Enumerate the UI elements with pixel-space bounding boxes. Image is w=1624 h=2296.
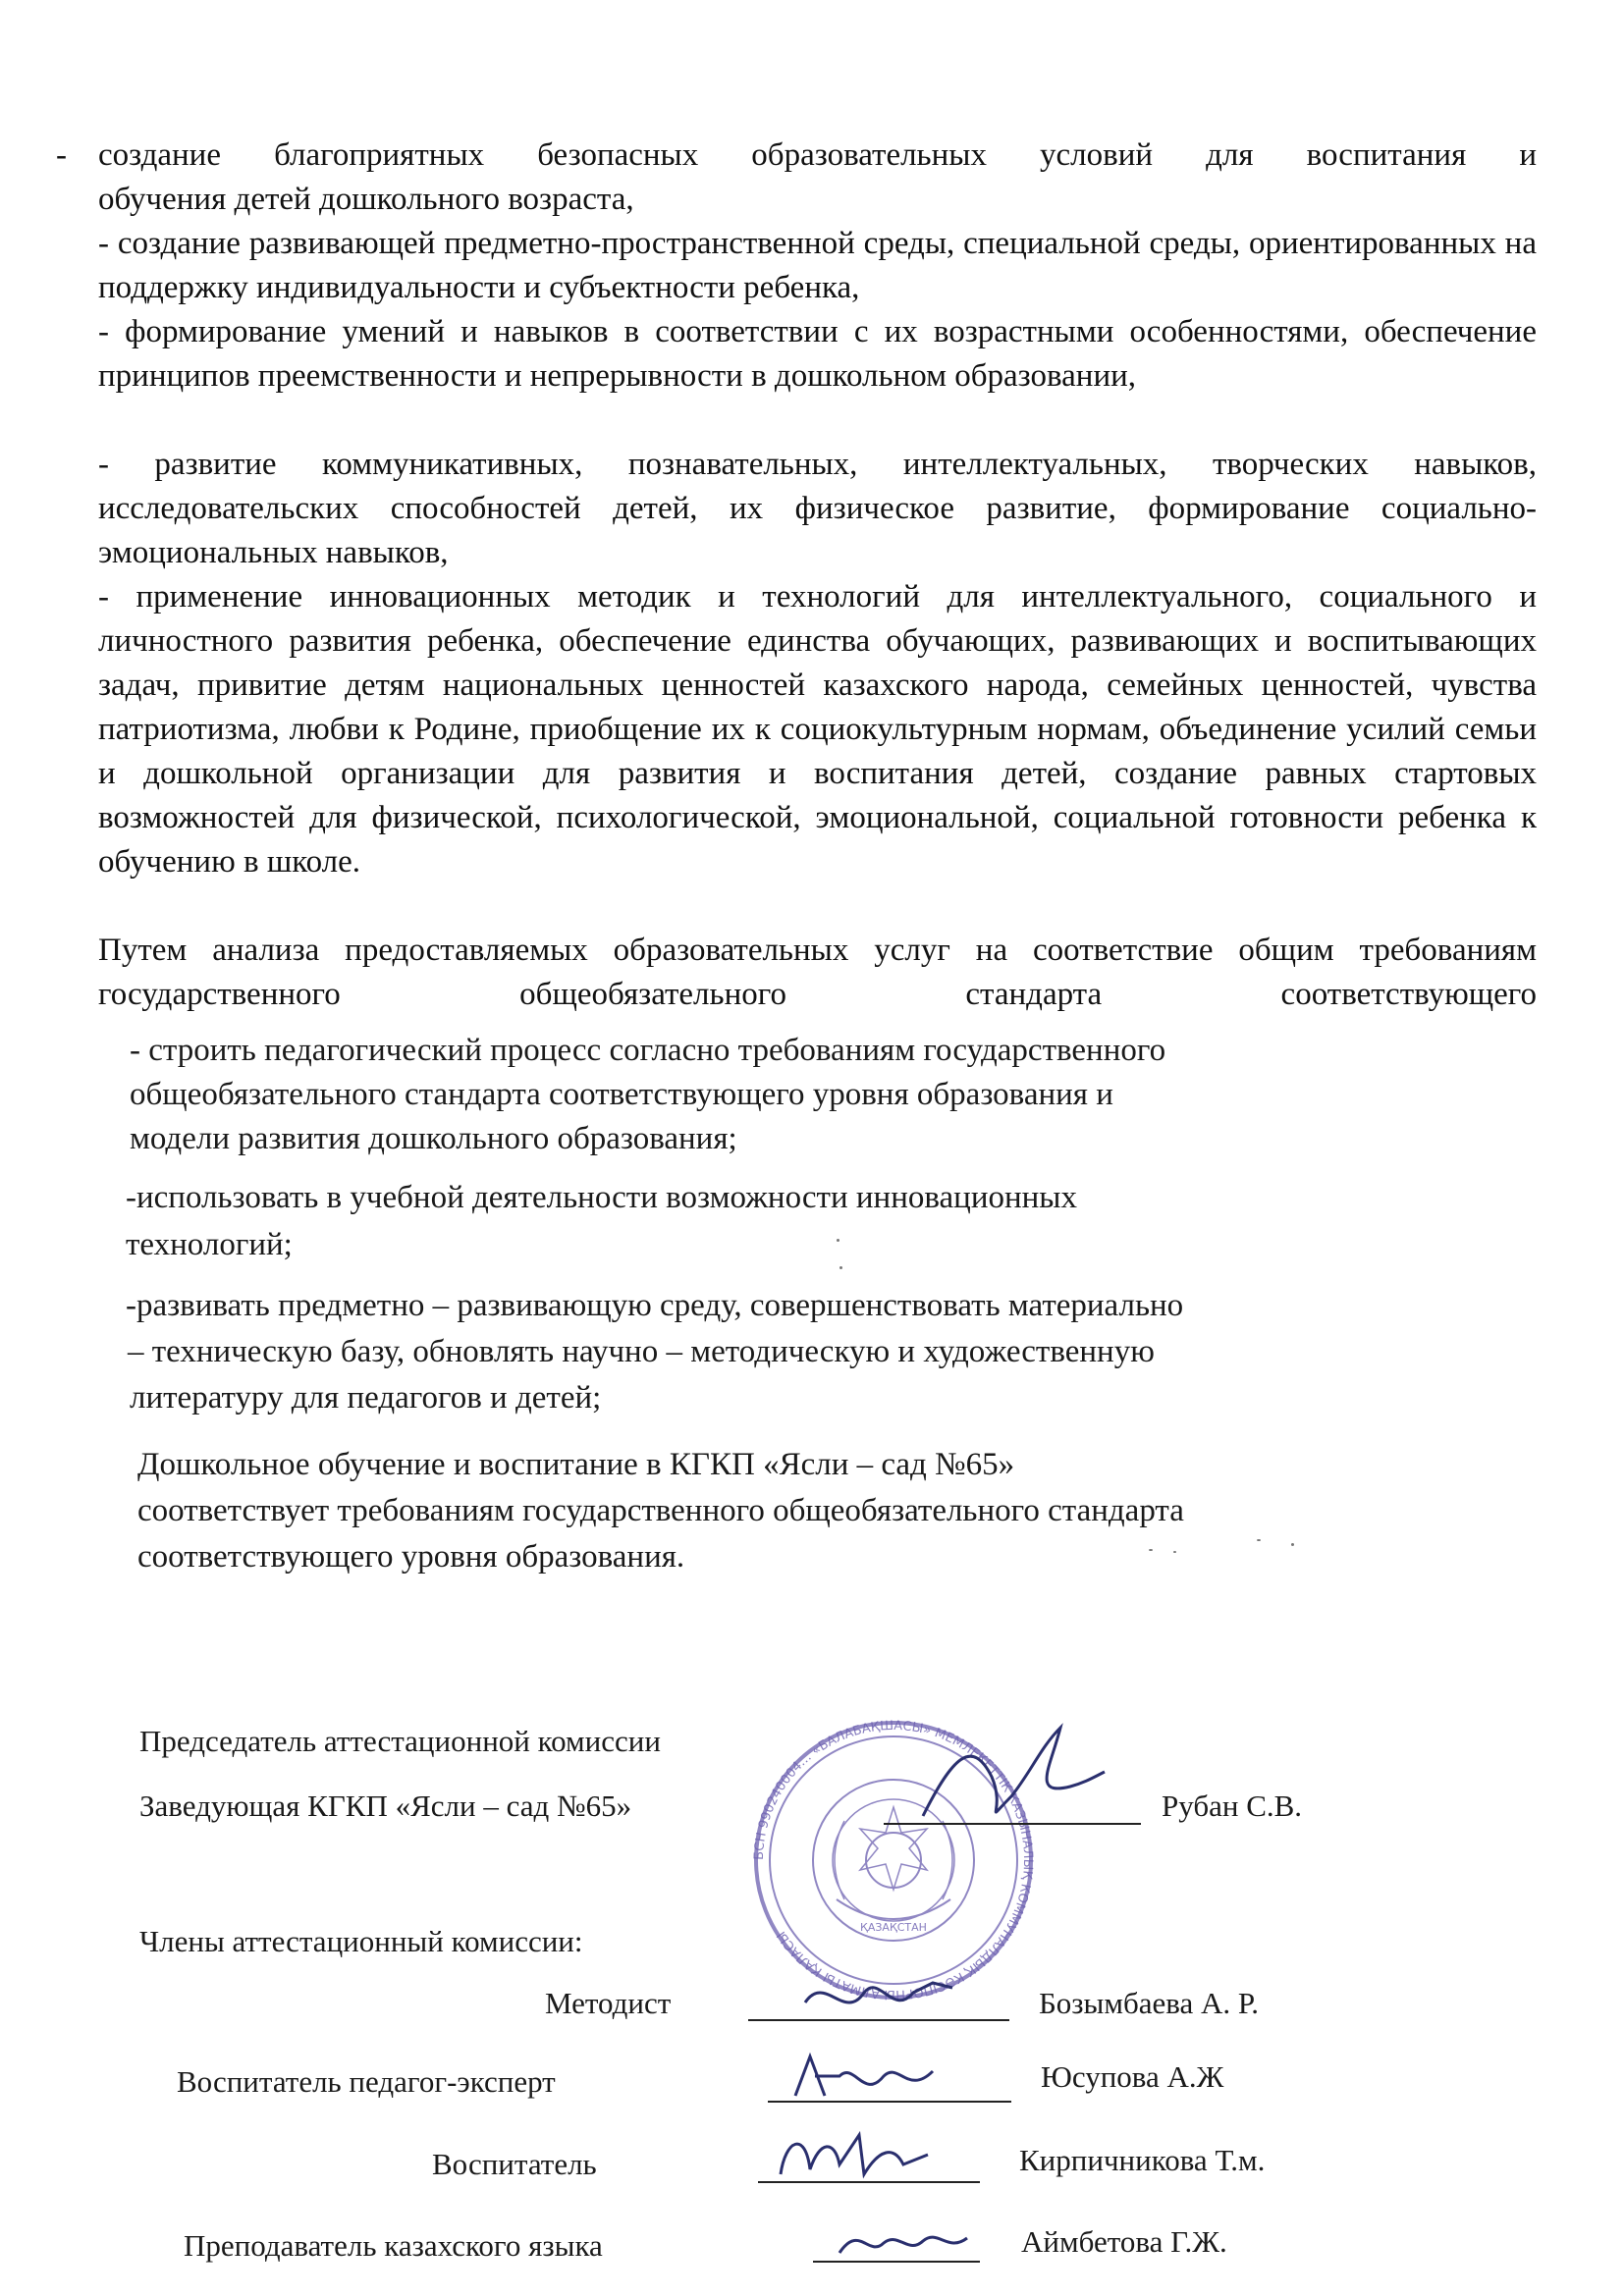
recommendation-1-line1: - строить педагогический процесс согласно требованиям государственного [130,1033,1166,1068]
chair-signature-icon [913,1718,1110,1836]
scan-speck [839,1266,842,1269]
conclusion-line3: соответствующего уровня образования. [137,1539,685,1575]
chair-title: Председатель аттестационной комиссии [139,1724,661,1758]
recommendation-2-line2: технологий; [126,1227,293,1262]
chair-role: Заведующая КГКП «Ясли – сад №65» [139,1789,632,1823]
member-signature-icon [785,1963,962,2032]
item1-line2: обучения детей дошкольного возраста, [98,182,634,217]
scan-speck [1257,1539,1261,1541]
member-signature-icon [830,2214,977,2268]
members-title: Члены аттестационный комиссии: [139,1924,583,1958]
scan-speck [1173,1551,1176,1553]
analysis-paragraph: Путем анализа предоставляемых образовательных услуг на соответствие общим требованиям государственного общеобязательного стандарта соответствующего [98,933,1537,1012]
member-role: Воспитатель [432,2147,597,2181]
recommendation-3-line3: литературу для педагогов и детей; [130,1380,602,1415]
recommendation-1-line3: модели развития дошкольного образования; [130,1121,737,1156]
member-name: Бозымбаева А. Р. [1039,1986,1260,2020]
recommendation-1-line2: общеобязательного стандарта соответствующего уровня образования и [130,1077,1113,1112]
svg-text:БСН 990240004… «БАЛАБАҚШАСЫ» М: БСН 990240004… «БАЛАБАҚШАСЫ» МЕМЛЕКЕТТІК КАЗЫНАЛЫҚ КОММУНАЛДЫҚ КӘСІПОРНЫ АЛМАТЫ ҚАЛАСЫ [751,1718,1036,2002]
member-signature-icon [766,2120,943,2189]
svg-text:ҚАЗАҚСТАН: ҚАЗАҚСТАН [860,1921,927,1934]
recommendation-2-line1: -использовать в учебной деятельности возможности инновационных [126,1180,1077,1215]
conclusion-line2: соответствует требованиям государственного общеобязательного стандарта [137,1493,1184,1528]
recommendation-3-line2: – техническую базу, обновлять научно – методическую и художественную [128,1334,1155,1369]
bullet-dash: - [56,137,67,173]
item4-text: - развитие коммуникативных, познавательных, интеллектуальных, творческих навыков, исследовательских способностей детей, их физическое развитие, формирование социально- эмоциональных навыков, [98,447,1537,570]
item5-text: - применение инновационных методик и технологий для интеллектуального, социального и личностного развития ребенка, обеспечение единства обучающих, развивающих и воспитывающих задач, привитие детям национальных ценностей казахского народа, семейных ценностей, чувства патриотизма, любви к Родине, приобщение их к социокультурным нормам, объединение усилий семьи и дошкольной организации для развития и воспитания детей, создание равных стартовых возможностей для физической, психологической, эмоциональной, социальной готовности ребенка к обучению в школе. [98,579,1537,880]
member-role: Методист [545,1986,672,2020]
item1-line1: создание благоприятных безопасных образовательных условий для воспитания и [98,137,1537,173]
item3-text: - формирование умений и навыков в соответствии с их возрастными особенностями, обеспечение принципов преемственности и непрерывности в дошкольном образовании, [98,314,1537,394]
member-role: Преподаватель казахского языка [184,2228,603,2263]
conclusion-line1: Дошкольное обучение и воспитание в КГКП «Ясли – сад №65» [137,1447,1015,1482]
member-name: Юсупова А.Ж [1041,2059,1224,2094]
item2-text: - создание развивающей предметно-пространственной среды, специальной среды, ориентированных на поддержку индивидуальности и субъектности ребенка, [98,226,1537,305]
member-role: Воспитатель педагог-эксперт [177,2064,556,2099]
scan-speck [1291,1543,1294,1546]
member-name: Кирпичникова Т.м. [1019,2143,1266,2177]
recommendation-3-line1: -развивать предметно – развивающую среду, совершенствовать материально [126,1288,1184,1323]
member-name: Аймбетова Г.Ж. [1021,2224,1227,2259]
scan-speck [837,1239,839,1242]
chair-name: Рубан С.В. [1162,1789,1303,1823]
member-signature-icon [785,2047,943,2110]
scan-speck [1149,1549,1153,1551]
